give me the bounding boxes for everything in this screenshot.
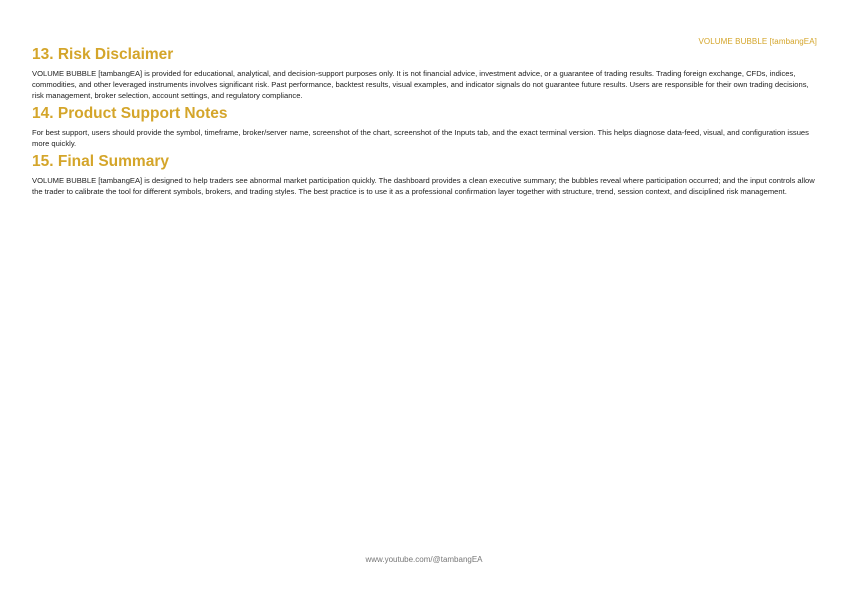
page-header-brand: VOLUME BUBBLE [tambangEA] (698, 37, 817, 46)
document-content (32, 45, 818, 200)
section-final-summary (32, 152, 818, 197)
section-product-support-notes (32, 104, 818, 149)
section-body: For best support, users should provide the symbol, timeframe, broker/server name, screenshot of the chart, screenshot of the Inputs tab, and the exact terminal version. This helps diagnose data-feed, visual, and configuration issues more quickly. (32, 128, 809, 148)
section-heading: 13. Risk Disclaimer (32, 46, 174, 63)
section-risk-disclaimer (32, 45, 818, 101)
section-heading: 14. Product Support Notes (32, 105, 228, 122)
section-body: VOLUME BUBBLE [tambangEA] is designed to help traders see abnormal market participation quickly. The dashboard provides a clean executive summary; the bubbles reveal where participation occurred; and the input controls allow the trader to calibrate the tool for different symbols, brokers, and trading styles. The best practice is to use it as a professional confirmation layer together with structure, trend, session context, and disciplined risk management. (32, 176, 815, 196)
page-footer-link[interactable]: www.youtube.com/@tambangEA (365, 555, 483, 564)
section-body: VOLUME BUBBLE [tambangEA] is provided for educational, analytical, and decision-support purposes only. It is not financial advice, investment advice, or a guarantee of trading results. Trading foreign exchange, CFDs, indices, commodities, and other leveraged instruments involves significant risk. Past performance, backtest results, visual examples, and indicator signals do not guarantee future results. Users are responsible for their own trading decisions, risk management, broker selection, account settings, and regulatory compliance. (32, 69, 809, 100)
section-heading: 15. Final Summary (32, 153, 169, 170)
